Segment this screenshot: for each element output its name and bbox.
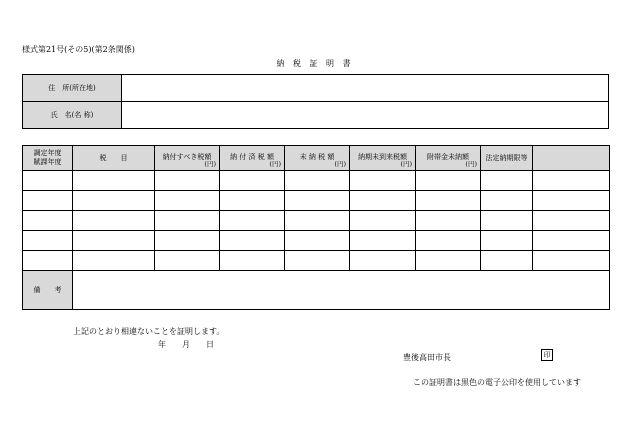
header-tax-paid-unit: (円)	[269, 160, 281, 168]
table-cell[interactable]	[73, 191, 155, 211]
table-cell[interactable]	[23, 231, 73, 251]
table-cell[interactable]	[285, 171, 350, 191]
header-tax-unpaid-label: 未 納 税 額	[299, 153, 335, 161]
table-cell[interactable]	[73, 251, 155, 271]
address-table	[22, 74, 609, 129]
table-cell[interactable]	[285, 231, 350, 251]
certification-statement: 上記のとおり相違ないことを証明します。	[73, 327, 225, 336]
table-cell[interactable]	[155, 171, 220, 191]
header-tax-item: 税 目	[73, 146, 155, 171]
header-surcharge-unpaid	[416, 146, 481, 171]
table-cell[interactable]	[73, 211, 155, 231]
document-title: 納 税 証 明 書	[276, 59, 354, 68]
header-tax-due	[155, 146, 220, 171]
header-tax-unpaid	[285, 146, 350, 171]
table-cell[interactable]	[285, 251, 350, 271]
table-cell[interactable]	[481, 211, 533, 231]
table-cell[interactable]	[533, 171, 610, 191]
table-cell[interactable]	[23, 211, 73, 231]
name-label: 氏 名(名 称)	[23, 102, 122, 129]
header-unpaid-due-label: 納期未到来税額	[358, 153, 407, 161]
table-cell[interactable]	[23, 171, 73, 191]
address-row	[23, 75, 609, 102]
header-unpaid-due-unit: (円)	[400, 160, 412, 168]
header-legal-deadline: 法定納期限等	[481, 146, 533, 171]
table-header-row	[23, 146, 610, 171]
seal-mark: 印	[541, 349, 553, 361]
table-cell[interactable]	[220, 171, 285, 191]
table-cell[interactable]	[416, 171, 481, 191]
header-unpaid-due	[350, 146, 416, 171]
table-cell[interactable]	[481, 191, 533, 211]
table-cell[interactable]	[285, 211, 350, 231]
seal-note: この証明書は黒色の電子公印を使用しています	[413, 378, 581, 387]
header-tax-unpaid-unit: (円)	[334, 160, 346, 168]
header-tax-due-label: 納付すべき税額	[162, 153, 212, 161]
table-row	[23, 231, 610, 251]
issuer-name: 豊後高田市長	[403, 353, 451, 362]
table-cell[interactable]	[155, 211, 220, 231]
table-cell[interactable]	[533, 191, 610, 211]
table-cell[interactable]	[220, 191, 285, 211]
table-cell[interactable]	[350, 171, 416, 191]
header-fiscal-year-line1: 調定年度	[33, 149, 62, 157]
header-surcharge-unpaid-label: 附帯金未納額	[427, 153, 469, 161]
table-cell[interactable]	[220, 251, 285, 271]
tax-table	[22, 145, 610, 310]
remarks-row	[23, 271, 610, 310]
table-cell[interactable]	[73, 171, 155, 191]
header-fiscal-year	[23, 146, 73, 171]
table-cell[interactable]	[73, 231, 155, 251]
table-cell[interactable]	[350, 191, 416, 211]
form-id: 様式第21号(その5)(第2条関係)	[22, 45, 135, 54]
table-cell[interactable]	[350, 211, 416, 231]
header-tax-due-unit: (円)	[204, 160, 216, 168]
address-label: 住 所(所在地)	[23, 75, 122, 102]
table-cell[interactable]	[155, 231, 220, 251]
header-fiscal-year-line2: 賦課年度	[33, 158, 62, 166]
table-cell[interactable]	[220, 231, 285, 251]
table-cell[interactable]	[416, 211, 481, 231]
header-tax-paid-label: 納 付 済 税 額	[230, 153, 274, 161]
header-blank	[533, 146, 610, 171]
table-cell[interactable]	[416, 251, 481, 271]
remarks-label: 備 考	[23, 271, 73, 310]
table-row	[23, 251, 610, 271]
table-cell[interactable]	[155, 191, 220, 211]
table-cell[interactable]	[350, 251, 416, 271]
table-cell[interactable]	[481, 251, 533, 271]
header-surcharge-unpaid-unit: (円)	[465, 160, 477, 168]
table-cell[interactable]	[481, 171, 533, 191]
table-cell[interactable]	[533, 211, 610, 231]
table-cell[interactable]	[23, 251, 73, 271]
table-cell[interactable]	[155, 251, 220, 271]
table-cell[interactable]	[416, 231, 481, 251]
address-field[interactable]	[122, 75, 609, 102]
table-cell[interactable]	[533, 251, 610, 271]
table-cell[interactable]	[533, 231, 610, 251]
date-line: 年 月 日	[158, 340, 214, 349]
table-cell[interactable]	[350, 231, 416, 251]
table-row	[23, 211, 610, 231]
table-cell[interactable]	[220, 211, 285, 231]
table-cell[interactable]	[285, 191, 350, 211]
table-cell[interactable]	[23, 191, 73, 211]
name-field[interactable]	[122, 102, 609, 129]
table-row	[23, 191, 610, 211]
remarks-field[interactable]	[73, 271, 610, 310]
table-cell[interactable]	[416, 191, 481, 211]
header-tax-paid	[220, 146, 285, 171]
table-cell[interactable]	[481, 231, 533, 251]
name-row	[23, 102, 609, 129]
table-row	[23, 171, 610, 191]
